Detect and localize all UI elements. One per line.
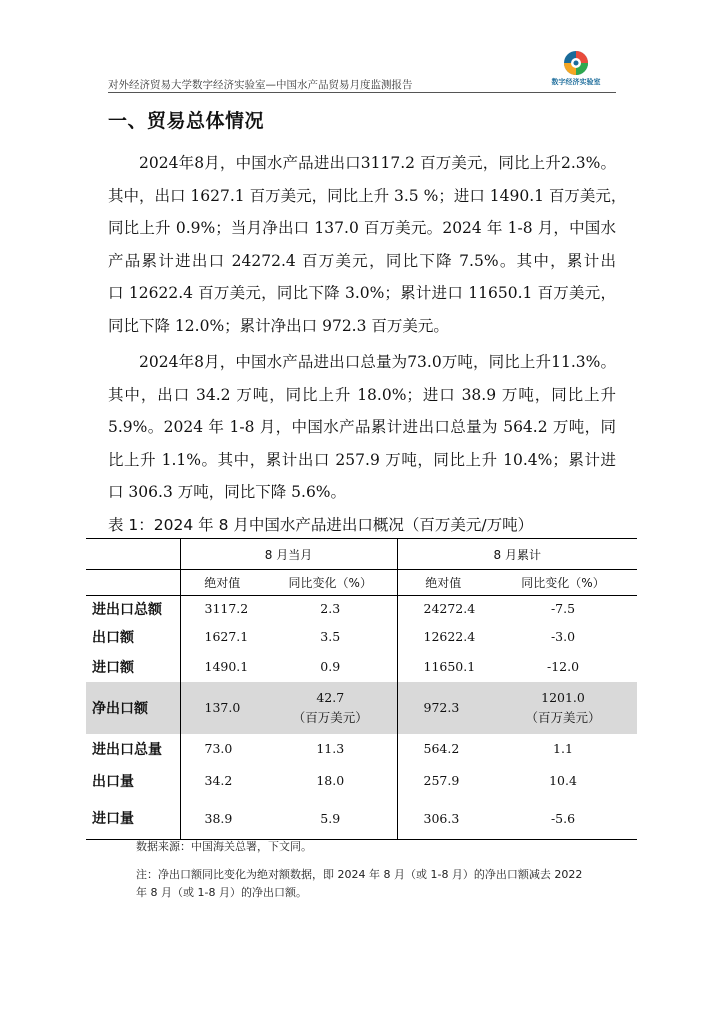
cell-cumulative-chg-value: 1201.0 [541,689,585,705]
cell-cumulative-chg: -5.6 [489,798,637,840]
cell-monthly-chg: 5.9 [264,798,397,840]
table-row [86,622,637,652]
paragraph-trade-volume [108,346,616,509]
col-header-cumulative-abs: 绝对值 [397,570,489,596]
col-header-cumulative-chg: 同比变化（%） [489,570,637,596]
table-row [86,734,637,764]
cell-cumulative-abs: 12622.4 [423,629,476,644]
row-label: 净出口额 [86,682,180,734]
cell-monthly-chg: 0.9 [264,652,397,682]
logo-text: 数字经济实验室 [551,78,601,86]
row-label: 进口量 [86,798,180,840]
paragraph-line: 比上升 1.1%。其中，累计出口 257.9 万吨，同比上升 10.4%；累计进 [108,450,616,469]
trade-summary-table [86,538,637,840]
cell-monthly-chg: 2.3 [264,596,397,622]
paragraph-line: 其中，出口 34.2 万吨，同比上升 18.0%；进口 38.9 万吨，同比上升 [108,385,616,404]
table-row [86,798,637,840]
table-row-net-export [86,682,637,734]
row-label: 进出口总额 [86,596,180,622]
cell-cumulative-abs: 24272.4 [423,601,476,617]
cell-monthly-abs: 1627.1 [204,629,249,644]
table-corner-cell [86,570,180,596]
row-label: 进出口总量 [86,734,180,764]
col-header-monthly-abs: 绝对值 [180,570,264,596]
group-header-cumulative: 8 月累计 [397,539,637,570]
cell-monthly-chg: 3.5 [264,622,397,652]
header-text: 对外经济贸易大学数字经济实验室—中国水产品贸易月度监测报告 [108,79,413,91]
footnote [136,866,616,902]
cell-cumulative-abs: 11650.1 [423,659,476,674]
cell-cumulative-chg: 1.1 [553,741,573,756]
cell-monthly-abs: 1490.1 [204,659,249,674]
cell-cumulative-chg: -7.5 [550,601,576,617]
paragraph-line: 2024年8月，中国水产品进出口3117.2 百万美元，同比上升2.3%。 [139,154,616,172]
row-label: 出口额 [86,622,180,652]
paragraph-line: 同比上升 0.9%；当月净出口 137.0 百万美元。2024 年 1-8 月，中国水 [108,219,616,237]
cell-monthly-chg [264,682,397,734]
cell-cumulative-abs: 306.3 [397,798,489,840]
header-divider [108,92,616,93]
row-label: 进口额 [86,652,180,682]
footnote-line: 注：净出口额同比变化为绝对额数据，即 2024 年 8 月（或 1-8 月）的净出口额减去 2022 [136,868,583,881]
paragraph-line: 口 306.3 万吨，同比下降 5.6%。 [108,483,347,501]
cell-monthly-abs: 3117.2 [204,601,249,617]
globe-logo-icon [563,50,589,76]
section-title: 一、贸易总体情况 [108,110,265,132]
cell-monthly-abs: 38.9 [180,798,264,840]
cell-cumulative-abs: 257.9 [423,773,460,788]
table-corner-cell [86,539,180,570]
lab-logo [546,50,606,87]
footnote-line: 年 8 月（或 1-8 月）的净出口额。 [136,886,307,899]
cell-monthly-chg: 11.3 [264,734,397,764]
table-caption: 表 1：2024 年 8 月中国水产品进出口概况（百万美元/万吨） [108,516,534,534]
cell-cumulative-abs: 564.2 [423,741,460,756]
cell-monthly-chg-unit: （百万美元） [292,709,368,725]
cell-monthly-abs: 73.0 [204,741,233,756]
table-sub-header-row [86,570,637,596]
data-source-note: 数据来源：中国海关总署，下文同。 [136,840,312,853]
group-header-monthly: 8 月当月 [180,539,397,570]
paragraph-trade-value [108,147,627,342]
paragraph-line: 5.9%。2024 年 1-8 月，中国水产品累计进出口总量为 564.2 万吨，同 [108,418,616,436]
cell-monthly-abs: 137.0 [180,682,264,734]
cell-monthly-chg-value: 42.7 [316,689,345,705]
cell-cumulative-chg: -12.0 [546,659,580,674]
paragraph-line: 口 12622.4 百万美元，同比下降 3.0%；累计进口 11650.1 百万美元， [108,284,616,302]
cell-cumulative-chg: -3.0 [550,629,576,644]
row-label: 出口量 [86,764,180,798]
paragraph-line: 产品累计进出口 24272.4 百万美元，同比下降 7.5%。其中，累计出 [108,251,616,270]
paragraph-line: 同比下降 12.0%；累计净出口 972.3 百万美元。 [108,316,449,335]
cell-monthly-chg: 18.0 [264,764,397,798]
col-header-monthly-chg: 同比变化（%） [264,570,397,596]
page-header [108,54,616,94]
cell-monthly-abs: 34.2 [204,773,233,788]
table-group-header-row [86,539,637,570]
table-row [86,764,637,798]
table-row [86,652,637,682]
cell-cumulative-chg-unit: （百万美元） [525,709,601,725]
cell-cumulative-abs: 972.3 [397,682,489,734]
cell-cumulative-chg [489,682,637,734]
cell-cumulative-chg: 10.4 [549,773,577,788]
paragraph-line: 2024年8月，中国水产品进出口总量为73.0万吨，同比上升11.3%。 [139,353,616,371]
paragraph-line: 其中，出口 1627.1 百万美元，同比上升 3.5 %；进口 1490.1 百万美元， [108,186,627,205]
table-row [86,596,637,622]
